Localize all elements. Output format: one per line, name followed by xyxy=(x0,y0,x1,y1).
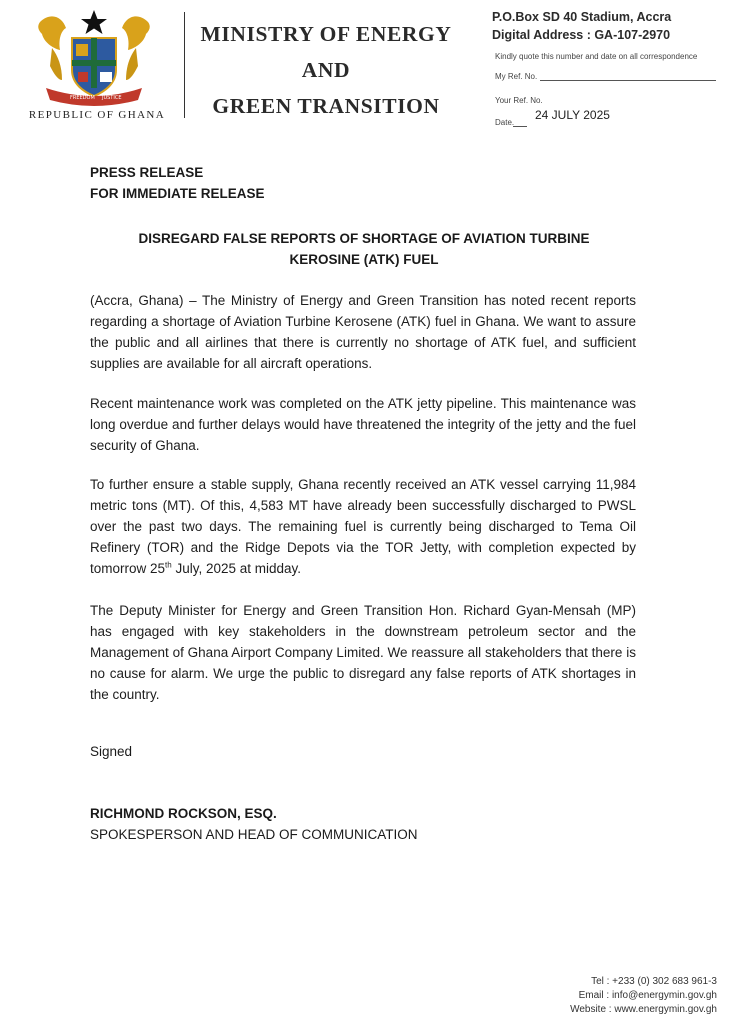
date-line xyxy=(513,126,527,127)
paragraph-1: (Accra, Ghana) – The Ministry of Energy and Green Transition has noted recent reports regarding a shortage of Aviation Turbine Kerosene (ATK) fuel in Ghana. We want to assure the public and all airlines that there is currently no shortage of ATK fuel, and sufficient supplies are available for all aircraft operations. xyxy=(90,293,636,371)
footer-website[interactable] xyxy=(570,1004,717,1015)
page-title xyxy=(90,228,638,270)
footer-email[interactable] xyxy=(579,990,717,1001)
signatory-role: SPOKESPERSON AND HEAD OF COMMUNICATION xyxy=(90,827,418,842)
ministry-name xyxy=(188,16,464,124)
paragraph-3 xyxy=(90,474,636,579)
ministry-line-2: AND xyxy=(301,58,351,82)
crest-caption: REPUBLIC OF GHANA xyxy=(28,109,166,121)
immediate-release-label: FOR IMMEDIATE RELEASE xyxy=(90,186,265,201)
date-label: Date. xyxy=(495,118,515,127)
title-line-2: KEROSINE (ATK) FUEL xyxy=(289,252,439,267)
ministry-line-1: MINISTRY OF ENERGY xyxy=(200,22,452,46)
paragraph-3-end: July, 2025 at midday. xyxy=(171,561,302,576)
kindly-note: Kindly quote this number and date on all correspondence xyxy=(495,52,698,61)
crest-motto-left: FREEDOM xyxy=(70,95,95,101)
paragraph-4: The Deputy Minister for Energy and Green Transition Hon. Richard Gyan-Mensah (MP) has engaged with key stakeholders in the downstream petroleum sector and the Management of Ghana Airport Company Limited. We reassure all stakeholders that there is no cause for alarm. We urge the public to disregard any false reports of ATK shortages in the country. xyxy=(90,603,636,702)
footer-tel: Tel : +233 (0) 302 683 961-3 xyxy=(591,976,717,987)
website-link[interactable]: Website : www.energymin.gov.gh xyxy=(570,1004,717,1015)
paragraph-3-text: To further ensure a stable supply, Ghana recently received an ATK vessel carrying 11,984 metric tons (MT). Of this, 4,583 MT have already been successfully discharged to PWSL over the past two days. The remaining fuel is currently being discharged to Tema Oil Refinery (TOR) and the Ridge Depots via the TOR Jetty, with completion expected by tomorrow 25 xyxy=(90,477,636,576)
email-link[interactable]: Email : info@energymin.gov.gh xyxy=(578,990,717,1001)
signatory-name: RICHMOND ROCKSON, ESQ. xyxy=(90,806,277,821)
header-divider xyxy=(184,12,185,118)
paragraph-2: Recent maintenance work was completed on the ATK jetty pipeline. This maintenance was long overdue and further delays would have threatened the integrity of the jetty and the fuel security of Ghana. xyxy=(90,396,636,453)
ordinal-suffix: th xyxy=(165,560,172,570)
coat-of-arms-icon xyxy=(32,8,156,108)
digital-address: Digital Address : GA-107-2970 xyxy=(492,28,671,42)
ministry-line-3: GREEN TRANSITION xyxy=(212,94,440,118)
po-box: P.O.Box SD 40 Stadium, Accra xyxy=(492,10,672,24)
signed-label: Signed xyxy=(90,744,133,759)
title-line-1: DISREGARD FALSE REPORTS OF SHORTAGE OF AVIATION TURBINE xyxy=(138,231,590,246)
my-ref-label: My Ref. No. xyxy=(495,72,538,81)
date-value: 24 JULY 2025 xyxy=(535,108,610,122)
press-release-label: PRESS RELEASE xyxy=(90,165,204,180)
crest-motto-right: JUSTICE xyxy=(102,95,122,101)
my-ref-line xyxy=(540,80,716,81)
your-ref-label: Your Ref. No. xyxy=(495,96,543,105)
